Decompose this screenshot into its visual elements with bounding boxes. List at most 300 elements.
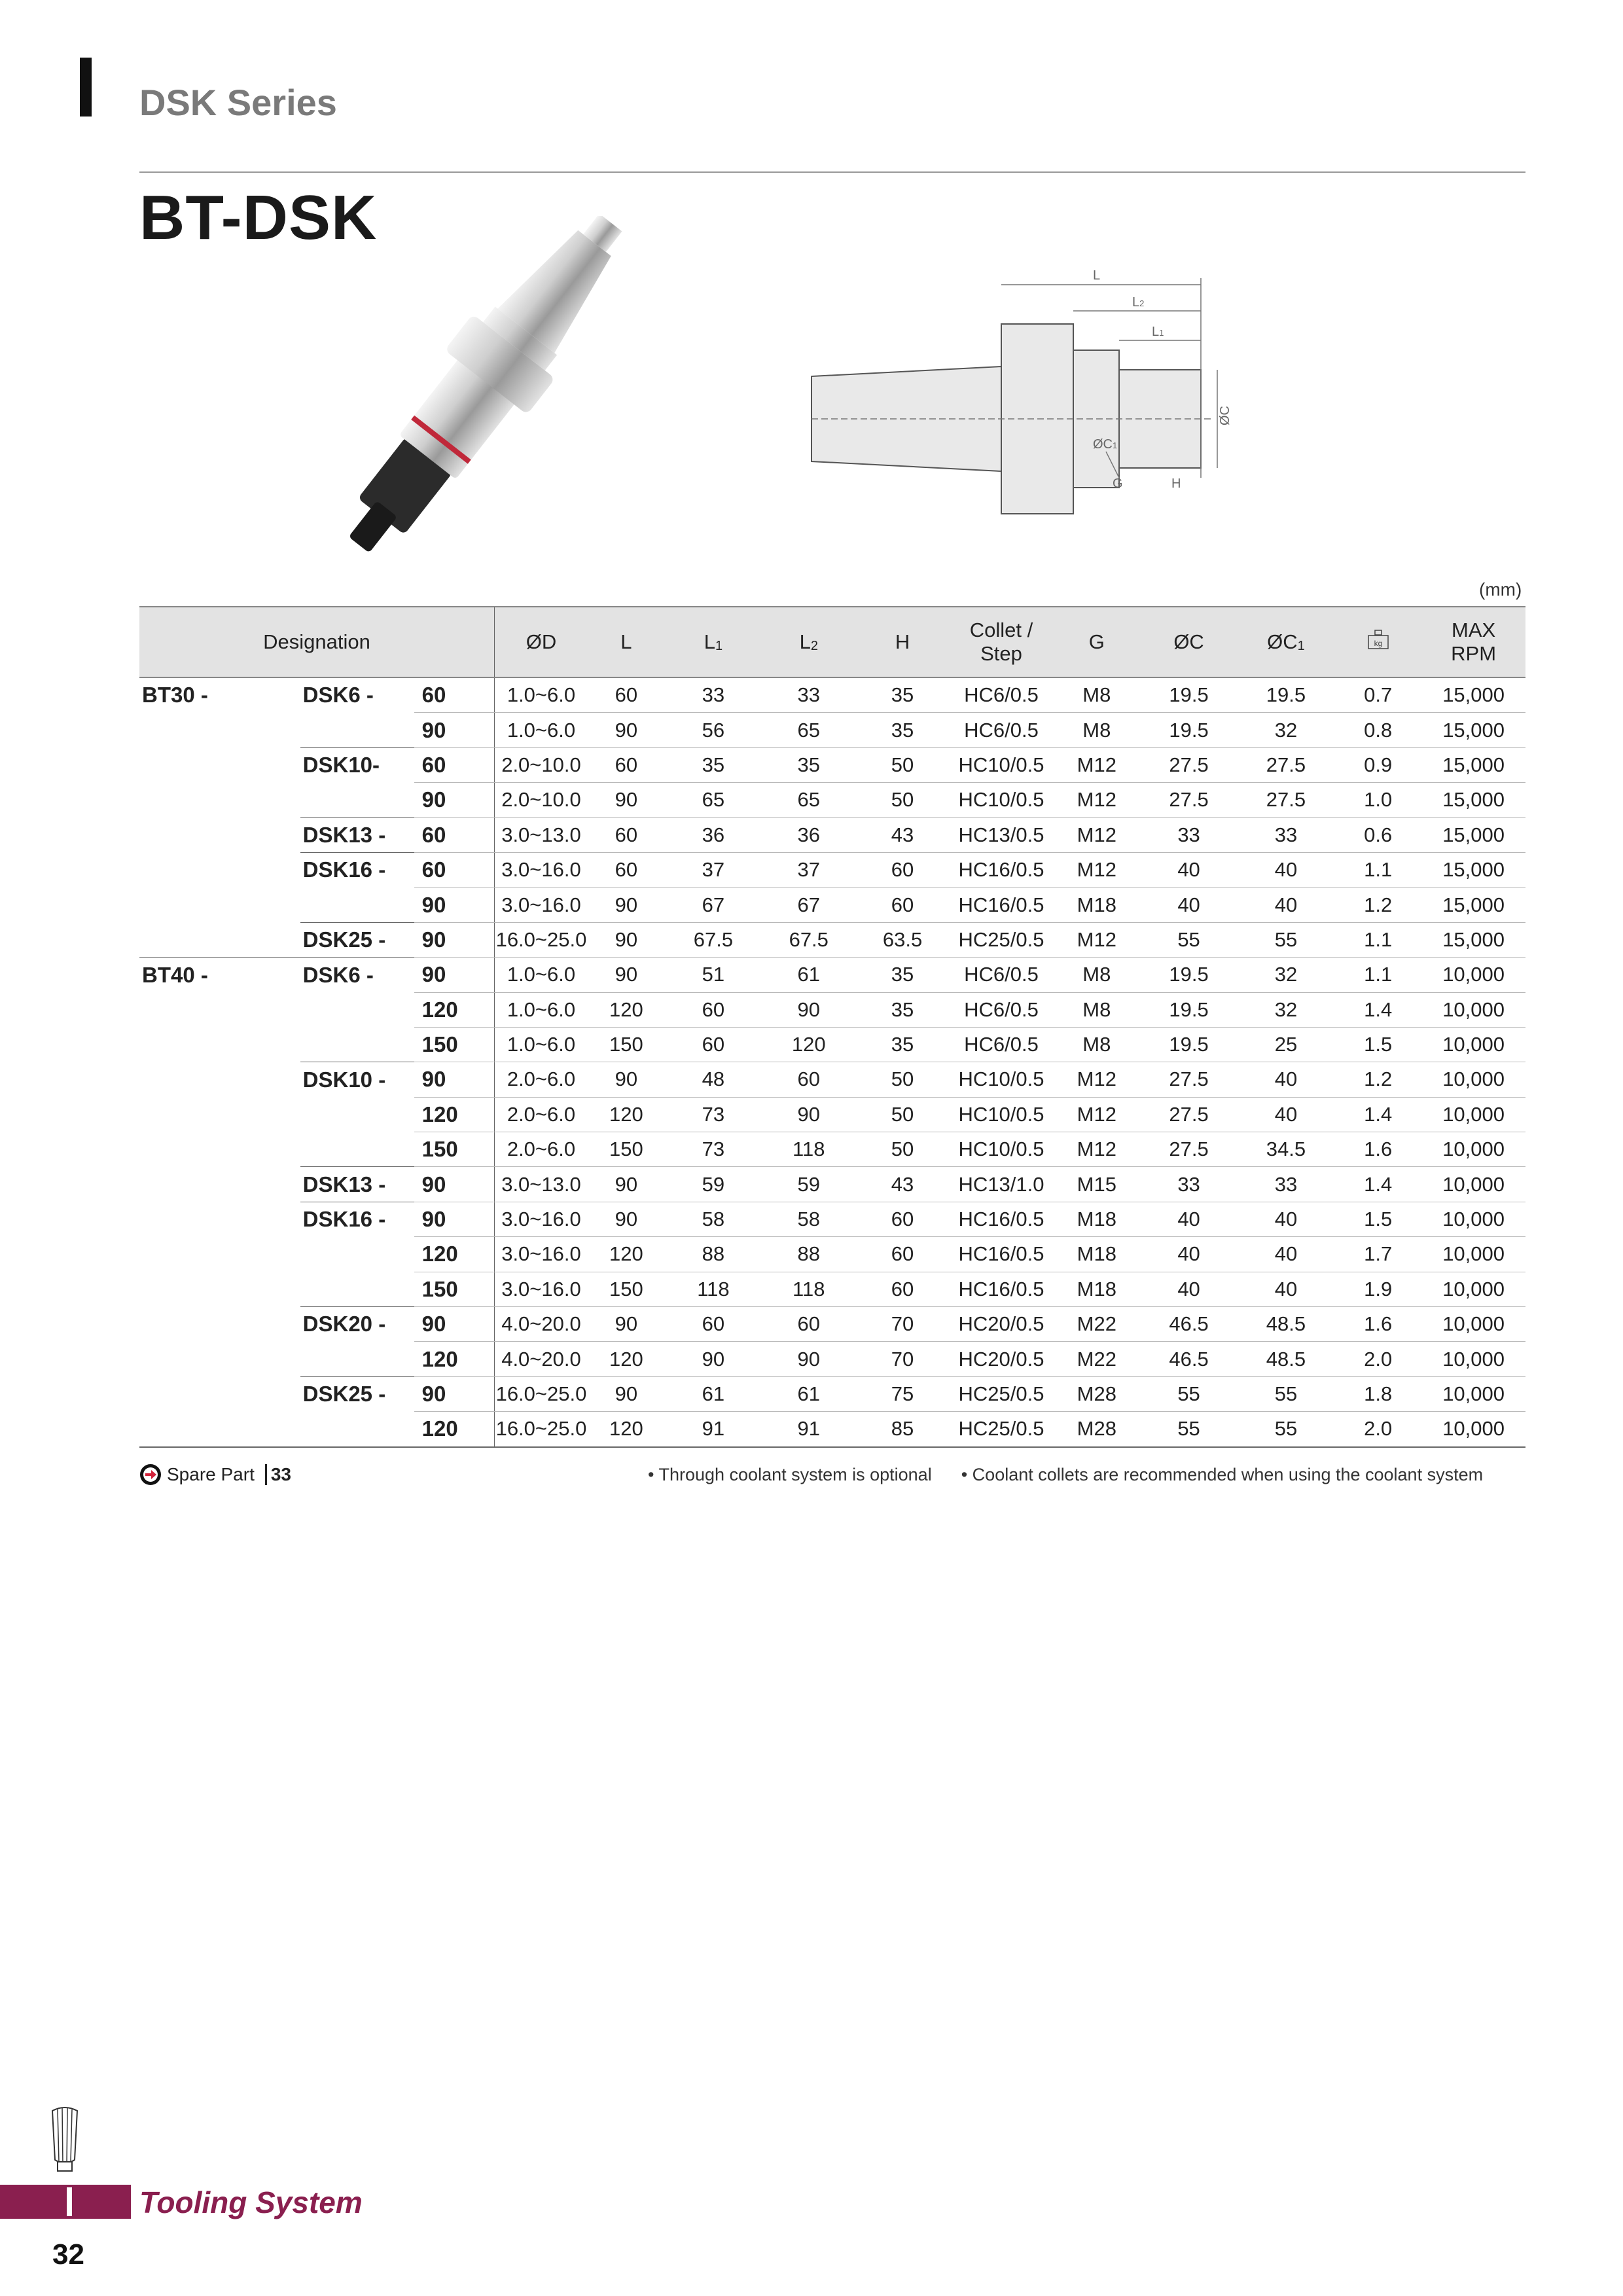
cell-l: 90 bbox=[588, 1376, 665, 1411]
cell-l2: 118 bbox=[762, 1132, 855, 1167]
cell-collet: HC10/0.5 bbox=[950, 1132, 1054, 1167]
cell-collet: HC6/0.5 bbox=[950, 958, 1054, 992]
cell-l: 150 bbox=[588, 1272, 665, 1306]
cell-l1: 90 bbox=[665, 1342, 762, 1376]
cell-h: 35 bbox=[855, 958, 949, 992]
table-row bbox=[139, 1027, 1525, 1062]
designation-length: 90 bbox=[414, 958, 495, 992]
footer-section-title: Tooling System bbox=[139, 2185, 363, 2219]
cell-d: 2.0~10.0 bbox=[494, 747, 588, 782]
cell-collet: HC25/0.5 bbox=[950, 922, 1054, 957]
designation-series bbox=[300, 783, 414, 817]
series-title: DSK Series bbox=[139, 82, 337, 123]
designation-holder bbox=[139, 1132, 300, 1167]
cell-d: 1.0~6.0 bbox=[494, 1027, 588, 1062]
table-row bbox=[139, 1272, 1525, 1306]
designation-series: DSK16 - bbox=[302, 857, 386, 882]
drawing-label-l1: L1 bbox=[1152, 325, 1164, 339]
cell-l2: 118 bbox=[762, 1272, 855, 1306]
drawing-label-l2: L2 bbox=[1132, 295, 1145, 310]
cell-kg: 0.6 bbox=[1334, 817, 1421, 852]
cell-l: 90 bbox=[588, 1062, 665, 1097]
cell-d: 16.0~25.0 bbox=[494, 1412, 588, 1447]
note-1: • Through coolant system is optional bbox=[648, 1465, 932, 1484]
cell-g: M28 bbox=[1053, 1376, 1140, 1411]
cell-kg: 1.2 bbox=[1334, 888, 1421, 922]
table-row bbox=[139, 888, 1525, 922]
cell-c1: 33 bbox=[1238, 1167, 1334, 1202]
cell-rpm: 10,000 bbox=[1421, 1342, 1525, 1376]
designation-length: 120 bbox=[414, 1342, 495, 1376]
cell-h: 70 bbox=[855, 1307, 949, 1342]
cell-g: M8 bbox=[1053, 1027, 1140, 1062]
table-row bbox=[139, 1237, 1525, 1272]
cell-kg: 1.8 bbox=[1334, 1376, 1421, 1411]
cell-c: 27.5 bbox=[1140, 1062, 1237, 1097]
cell-l1: 33 bbox=[665, 677, 762, 713]
cell-kg: 2.0 bbox=[1334, 1412, 1421, 1447]
cell-collet: HC10/0.5 bbox=[950, 747, 1054, 782]
designation-series: DSK10 - bbox=[302, 1067, 386, 1092]
cell-kg: 2.0 bbox=[1334, 1342, 1421, 1376]
cell-rpm: 10,000 bbox=[1421, 1062, 1525, 1097]
cell-g: M8 bbox=[1053, 677, 1140, 713]
cell-collet: HC16/0.5 bbox=[950, 852, 1054, 887]
cell-d: 3.0~13.0 bbox=[494, 1167, 588, 1202]
cell-collet: HC16/0.5 bbox=[950, 1237, 1054, 1272]
designation-holder bbox=[139, 1412, 300, 1447]
cell-l1: 61 bbox=[665, 1376, 762, 1411]
designation-holder bbox=[139, 1307, 300, 1342]
cell-h: 60 bbox=[855, 888, 949, 922]
cell-l1: 88 bbox=[665, 1237, 762, 1272]
cell-c1: 55 bbox=[1238, 922, 1334, 957]
drawing-label-h: H bbox=[1171, 476, 1181, 491]
cell-c1: 32 bbox=[1238, 992, 1334, 1027]
cell-l: 60 bbox=[588, 747, 665, 782]
table-row bbox=[139, 1062, 1525, 1097]
cell-rpm: 10,000 bbox=[1421, 1097, 1525, 1132]
designation-length: 60 bbox=[414, 852, 495, 887]
spare-part-link[interactable] bbox=[139, 1463, 291, 1486]
cell-c1: 32 bbox=[1238, 713, 1334, 747]
footer-mark bbox=[67, 2187, 72, 2216]
cell-h: 60 bbox=[855, 1237, 949, 1272]
cell-c1: 40 bbox=[1238, 1097, 1334, 1132]
cell-l: 90 bbox=[588, 922, 665, 957]
designation-holder bbox=[139, 817, 300, 852]
cell-c: 40 bbox=[1140, 852, 1237, 887]
designation-series bbox=[300, 1412, 414, 1447]
cell-h: 35 bbox=[855, 713, 949, 747]
table-row bbox=[139, 922, 1525, 957]
cell-d: 1.0~6.0 bbox=[494, 713, 588, 747]
table-row bbox=[139, 1376, 1525, 1411]
designation-holder bbox=[139, 1342, 300, 1376]
cell-c1: 19.5 bbox=[1238, 677, 1334, 713]
header-rule bbox=[139, 171, 1525, 173]
table-row bbox=[139, 1202, 1525, 1236]
cell-d: 3.0~16.0 bbox=[494, 888, 588, 922]
col-g: G bbox=[1053, 607, 1140, 677]
cell-c: 27.5 bbox=[1140, 1132, 1237, 1167]
cell-c: 55 bbox=[1140, 1412, 1237, 1447]
table-row bbox=[139, 747, 1525, 782]
cell-g: M22 bbox=[1053, 1342, 1140, 1376]
cell-l2: 88 bbox=[762, 1237, 855, 1272]
col-l1: L1 bbox=[665, 607, 762, 677]
designation-series bbox=[300, 1342, 414, 1376]
spare-part-page: 33 bbox=[265, 1464, 291, 1485]
cell-l1: 60 bbox=[665, 1027, 762, 1062]
designation-length: 60 bbox=[414, 677, 495, 713]
cell-rpm: 10,000 bbox=[1421, 1307, 1525, 1342]
cell-h: 50 bbox=[855, 1062, 949, 1097]
designation-holder bbox=[139, 888, 300, 922]
cell-l1: 59 bbox=[665, 1167, 762, 1202]
cell-l1: 91 bbox=[665, 1412, 762, 1447]
designation-series bbox=[300, 1027, 414, 1062]
designation-length: 150 bbox=[414, 1132, 495, 1167]
cell-h: 50 bbox=[855, 783, 949, 817]
cell-h: 60 bbox=[855, 1202, 949, 1236]
cell-c1: 40 bbox=[1238, 1062, 1334, 1097]
cell-l: 90 bbox=[588, 783, 665, 817]
cell-c: 27.5 bbox=[1140, 1097, 1237, 1132]
cell-g: M8 bbox=[1053, 992, 1140, 1027]
designation-series: DSK6 - bbox=[302, 683, 374, 708]
cell-rpm: 15,000 bbox=[1421, 888, 1525, 922]
designation-series bbox=[300, 713, 414, 747]
cell-l2: 61 bbox=[762, 1376, 855, 1411]
cell-c: 19.5 bbox=[1140, 713, 1237, 747]
cell-collet: HC16/0.5 bbox=[950, 1202, 1054, 1236]
cell-kg: 1.2 bbox=[1334, 1062, 1421, 1097]
cell-d: 4.0~20.0 bbox=[494, 1342, 588, 1376]
cell-c1: 25 bbox=[1238, 1027, 1334, 1062]
cell-c: 19.5 bbox=[1140, 677, 1237, 713]
cell-rpm: 10,000 bbox=[1421, 1272, 1525, 1306]
cell-l2: 37 bbox=[762, 852, 855, 887]
spec-table bbox=[139, 606, 1525, 1448]
cell-h: 50 bbox=[855, 1132, 949, 1167]
cell-l: 120 bbox=[588, 1412, 665, 1447]
cell-l: 90 bbox=[588, 1202, 665, 1236]
cell-d: 2.0~6.0 bbox=[494, 1097, 588, 1132]
cell-kg: 1.5 bbox=[1334, 1027, 1421, 1062]
cell-l2: 60 bbox=[762, 1307, 855, 1342]
table-row bbox=[139, 1132, 1525, 1167]
cell-collet: HC25/0.5 bbox=[950, 1376, 1054, 1411]
designation-series bbox=[300, 1272, 414, 1306]
cell-collet: HC6/0.5 bbox=[950, 1027, 1054, 1062]
designation-series bbox=[300, 1237, 414, 1272]
cell-c: 55 bbox=[1140, 1376, 1237, 1411]
designation-holder bbox=[139, 713, 300, 747]
cell-l2: 90 bbox=[762, 1342, 855, 1376]
cell-c: 40 bbox=[1140, 1237, 1237, 1272]
drawing-label-g: G bbox=[1113, 476, 1123, 491]
cell-l: 150 bbox=[588, 1027, 665, 1062]
cell-g: M18 bbox=[1053, 1272, 1140, 1306]
cell-l: 90 bbox=[588, 958, 665, 992]
cell-h: 60 bbox=[855, 1272, 949, 1306]
cell-g: M12 bbox=[1053, 817, 1140, 852]
designation-length: 120 bbox=[414, 1412, 495, 1447]
cell-l: 120 bbox=[588, 1237, 665, 1272]
cell-h: 35 bbox=[855, 992, 949, 1027]
designation-length: 90 bbox=[414, 1062, 495, 1097]
drawing-label-l: L bbox=[1093, 268, 1101, 283]
table-row bbox=[139, 1097, 1525, 1132]
table-row bbox=[139, 958, 1525, 992]
designation-holder bbox=[139, 1202, 300, 1236]
cell-kg: 1.1 bbox=[1334, 958, 1421, 992]
unit-label: (mm) bbox=[1479, 579, 1522, 600]
cell-rpm: 10,000 bbox=[1421, 992, 1525, 1027]
cell-g: M12 bbox=[1053, 852, 1140, 887]
cell-kg: 0.9 bbox=[1334, 747, 1421, 782]
table-row bbox=[139, 852, 1525, 887]
cell-g: M18 bbox=[1053, 1237, 1140, 1272]
designation-series: DSK20 - bbox=[302, 1312, 386, 1336]
cell-collet: HC16/0.5 bbox=[950, 1272, 1054, 1306]
cell-l1: 58 bbox=[665, 1202, 762, 1236]
designation-series bbox=[300, 1097, 414, 1132]
designation-length: 90 bbox=[414, 888, 495, 922]
cell-c1: 40 bbox=[1238, 1272, 1334, 1306]
cell-rpm: 15,000 bbox=[1421, 677, 1525, 713]
cell-g: M28 bbox=[1053, 1412, 1140, 1447]
cell-l1: 36 bbox=[665, 817, 762, 852]
cell-g: M8 bbox=[1053, 958, 1140, 992]
designation-series bbox=[300, 1132, 414, 1167]
designation-length: 120 bbox=[414, 992, 495, 1027]
product-title: BT-DSK bbox=[139, 183, 378, 253]
cell-c1: 33 bbox=[1238, 817, 1334, 852]
designation-length: 90 bbox=[414, 783, 495, 817]
cell-l1: 37 bbox=[665, 852, 762, 887]
cell-l2: 33 bbox=[762, 677, 855, 713]
cell-l: 120 bbox=[588, 992, 665, 1027]
cell-l1: 73 bbox=[665, 1097, 762, 1132]
cell-collet: HC16/0.5 bbox=[950, 888, 1054, 922]
designation-length: 150 bbox=[414, 1272, 495, 1306]
col-d: ØD bbox=[494, 607, 588, 677]
designation-length: 150 bbox=[414, 1027, 495, 1062]
cell-h: 60 bbox=[855, 852, 949, 887]
cell-d: 4.0~20.0 bbox=[494, 1307, 588, 1342]
cell-c1: 40 bbox=[1238, 852, 1334, 887]
cell-g: M12 bbox=[1053, 783, 1140, 817]
cell-d: 3.0~13.0 bbox=[494, 817, 588, 852]
cell-c1: 48.5 bbox=[1238, 1342, 1334, 1376]
designation-holder bbox=[139, 1167, 300, 1202]
designation-holder bbox=[139, 1237, 300, 1272]
col-c: ØC bbox=[1140, 607, 1237, 677]
designation-holder bbox=[139, 852, 300, 887]
cell-rpm: 10,000 bbox=[1421, 1167, 1525, 1202]
cell-kg: 1.1 bbox=[1334, 852, 1421, 887]
cell-l2: 65 bbox=[762, 713, 855, 747]
arrow-circle-icon bbox=[139, 1463, 162, 1486]
designation-holder bbox=[139, 1027, 300, 1062]
cell-l: 90 bbox=[588, 1307, 665, 1342]
cell-d: 3.0~16.0 bbox=[494, 1237, 588, 1272]
designation-holder bbox=[139, 1272, 300, 1306]
cell-c: 27.5 bbox=[1140, 747, 1237, 782]
cell-c: 19.5 bbox=[1140, 1027, 1237, 1062]
designation-holder: BT40 - bbox=[142, 962, 208, 987]
cell-h: 70 bbox=[855, 1342, 949, 1376]
cell-d: 3.0~16.0 bbox=[494, 1272, 588, 1306]
designation-series: DSK16 - bbox=[302, 1207, 386, 1232]
cell-collet: HC6/0.5 bbox=[950, 677, 1054, 713]
cell-c: 19.5 bbox=[1140, 958, 1237, 992]
col-collet: Collet / Step bbox=[950, 607, 1054, 677]
designation-holder bbox=[139, 783, 300, 817]
cell-l1: 48 bbox=[665, 1062, 762, 1097]
designation-length: 90 bbox=[414, 1307, 495, 1342]
designation-holder bbox=[139, 1097, 300, 1132]
cell-l: 120 bbox=[588, 1097, 665, 1132]
cell-rpm: 10,000 bbox=[1421, 1132, 1525, 1167]
cell-d: 2.0~6.0 bbox=[494, 1132, 588, 1167]
cell-collet: HC20/0.5 bbox=[950, 1307, 1054, 1342]
cell-d: 16.0~25.0 bbox=[494, 922, 588, 957]
cell-h: 75 bbox=[855, 1376, 949, 1411]
designation-series: DSK10- bbox=[302, 753, 380, 778]
designation-length: 120 bbox=[414, 1237, 495, 1272]
cell-l: 90 bbox=[588, 713, 665, 747]
cell-collet: HC13/0.5 bbox=[950, 817, 1054, 852]
table-header-row bbox=[139, 607, 1525, 677]
header-bar bbox=[80, 58, 92, 117]
page-number: 32 bbox=[52, 2238, 84, 2270]
cell-kg: 1.6 bbox=[1334, 1132, 1421, 1167]
cell-l: 60 bbox=[588, 677, 665, 713]
col-l: L bbox=[588, 607, 665, 677]
cell-kg: 0.8 bbox=[1334, 713, 1421, 747]
cell-kg: 1.5 bbox=[1334, 1202, 1421, 1236]
cell-d: 3.0~16.0 bbox=[494, 1202, 588, 1236]
cell-c: 46.5 bbox=[1140, 1307, 1237, 1342]
cell-l: 60 bbox=[588, 817, 665, 852]
col-l2: L2 bbox=[762, 607, 855, 677]
cell-g: M22 bbox=[1053, 1307, 1140, 1342]
designation-length: 120 bbox=[414, 1097, 495, 1132]
cell-c: 40 bbox=[1140, 1202, 1237, 1236]
cell-c: 40 bbox=[1140, 1272, 1237, 1306]
designation-length: 60 bbox=[414, 747, 495, 782]
cell-collet: HC6/0.5 bbox=[950, 992, 1054, 1027]
product-photo bbox=[249, 216, 707, 569]
cell-l1: 51 bbox=[665, 958, 762, 992]
cell-l2: 59 bbox=[762, 1167, 855, 1202]
designation-holder: BT30 - bbox=[142, 683, 208, 708]
cell-l2: 67 bbox=[762, 888, 855, 922]
cell-g: M12 bbox=[1053, 747, 1140, 782]
table-row bbox=[139, 1167, 1525, 1202]
coolant-notes bbox=[648, 1465, 1483, 1485]
cell-l2: 91 bbox=[762, 1412, 855, 1447]
cell-l2: 65 bbox=[762, 783, 855, 817]
cell-c1: 55 bbox=[1238, 1412, 1334, 1447]
cell-kg: 0.7 bbox=[1334, 677, 1421, 713]
table-row bbox=[139, 783, 1525, 817]
svg-text:kg: kg bbox=[1374, 639, 1383, 648]
cell-d: 16.0~25.0 bbox=[494, 1376, 588, 1411]
designation-series bbox=[300, 888, 414, 922]
designation-length: 90 bbox=[414, 922, 495, 957]
spare-part-label: Spare Part bbox=[167, 1464, 255, 1484]
cell-l2: 60 bbox=[762, 1062, 855, 1097]
cell-g: M12 bbox=[1053, 1132, 1140, 1167]
cell-d: 1.0~6.0 bbox=[494, 958, 588, 992]
cell-rpm: 15,000 bbox=[1421, 817, 1525, 852]
cell-l: 60 bbox=[588, 852, 665, 887]
cell-c1: 40 bbox=[1238, 888, 1334, 922]
cell-c1: 55 bbox=[1238, 1376, 1334, 1411]
cell-c1: 27.5 bbox=[1238, 783, 1334, 817]
weight-icon bbox=[1367, 630, 1389, 649]
cell-c1: 34.5 bbox=[1238, 1132, 1334, 1167]
cell-g: M12 bbox=[1053, 1097, 1140, 1132]
cell-l1: 67.5 bbox=[665, 922, 762, 957]
cell-l2: 61 bbox=[762, 958, 855, 992]
cell-h: 43 bbox=[855, 817, 949, 852]
cell-d: 2.0~6.0 bbox=[494, 1062, 588, 1097]
cell-c1: 27.5 bbox=[1238, 747, 1334, 782]
cell-collet: HC13/1.0 bbox=[950, 1167, 1054, 1202]
cell-kg: 1.4 bbox=[1334, 1167, 1421, 1202]
cell-h: 50 bbox=[855, 747, 949, 782]
cell-l: 150 bbox=[588, 1132, 665, 1167]
designation-length: 90 bbox=[414, 713, 495, 747]
cell-collet: HC10/0.5 bbox=[950, 783, 1054, 817]
cell-d: 2.0~10.0 bbox=[494, 783, 588, 817]
cell-kg: 1.7 bbox=[1334, 1237, 1421, 1272]
col-c1: ØC1 bbox=[1238, 607, 1334, 677]
cell-h: 35 bbox=[855, 677, 949, 713]
cell-d: 3.0~16.0 bbox=[494, 852, 588, 887]
note-2: • Coolant collets are recommended when using the coolant system bbox=[961, 1465, 1484, 1484]
designation-holder bbox=[139, 1062, 300, 1097]
designation-holder bbox=[139, 747, 300, 782]
cell-h: 35 bbox=[855, 1027, 949, 1062]
cell-rpm: 10,000 bbox=[1421, 1237, 1525, 1272]
cell-l1: 56 bbox=[665, 713, 762, 747]
cell-kg: 1.4 bbox=[1334, 992, 1421, 1027]
cell-l2: 67.5 bbox=[762, 922, 855, 957]
cell-kg: 1.6 bbox=[1334, 1307, 1421, 1342]
cell-c: 33 bbox=[1140, 1167, 1237, 1202]
cell-c1: 48.5 bbox=[1238, 1307, 1334, 1342]
drawing-label-c: ØC bbox=[1218, 406, 1232, 425]
cell-l: 90 bbox=[588, 1167, 665, 1202]
cell-c: 19.5 bbox=[1140, 992, 1237, 1027]
drawing-label-c1: ØC1 bbox=[1093, 437, 1118, 452]
cell-h: 43 bbox=[855, 1167, 949, 1202]
table-row bbox=[139, 992, 1525, 1027]
cell-kg: 1.4 bbox=[1334, 1097, 1421, 1132]
cell-rpm: 10,000 bbox=[1421, 1412, 1525, 1447]
cell-c1: 32 bbox=[1238, 958, 1334, 992]
cell-c: 55 bbox=[1140, 922, 1237, 957]
collet-icon bbox=[47, 2104, 82, 2176]
designation-series: DSK13 - bbox=[300, 817, 414, 852]
cell-l1: 60 bbox=[665, 992, 762, 1027]
